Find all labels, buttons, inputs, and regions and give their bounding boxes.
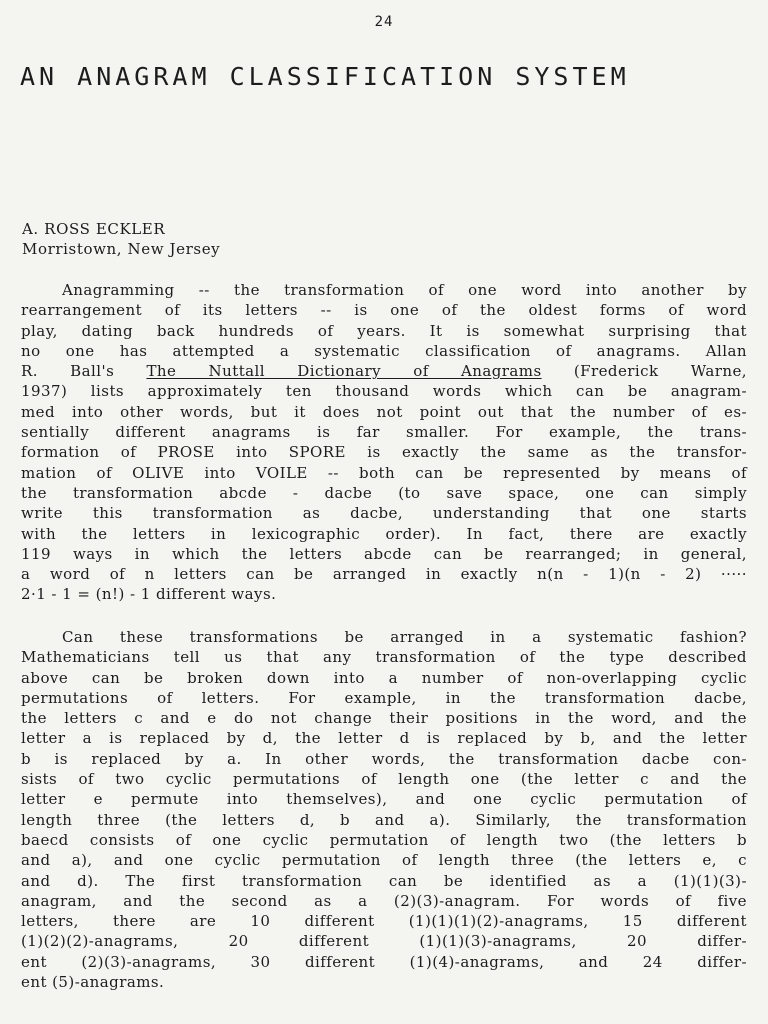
text-line: letter a is replaced by d, the letter d is replaced by b, and the letter [21,729,747,748]
paragraph-1 [21,280,747,605]
text-fragment: (Frederick Warne, [541,362,747,381]
text-line: write this transformation as dacbe, understanding that one starts [21,504,747,523]
text-line: mation of OLIVE into VOILE -- both can be represented by means of [21,463,747,482]
text-line: length three (the letters d, b and a). Similarly, the transformation [21,810,747,829]
text-line [21,361,747,381]
author-name: A. ROSS ECKLER [22,220,166,238]
text-line: and a), and one cyclic permutation of length three (the letters e, c [21,851,747,870]
text-line: no one has attempted a systematic classification of anagrams. Allan [21,341,747,360]
author-location: Morristown, New Jersey [22,240,221,258]
text-line: Can these transformations be arranged in a systematic fashion? [62,628,747,646]
text-line: b is replaced by a. In other words, the transformation dacbe con- [21,749,747,768]
text-line: Anagramming -- the transformation of one word into another by [62,281,747,299]
text-line: with the letters in lexicographic order). In fact, there are exactly [21,524,747,543]
text-line: Mathematicians tell us that any transformation of the type described [21,648,747,667]
text-line: above can be broken down into a number of non-overlapping cyclic [21,668,747,687]
text-line: and d). The first transformation can be identified as a (1)(1)(3)- [21,871,747,890]
text-line: sentially different anagrams is far smaller. For example, the trans- [21,423,747,442]
text-line: sists of two cyclic permutations of length one (the letter c and the [21,770,747,789]
text-line: 119 ways in which the letters abcde can be rearranged; in general, [21,544,747,563]
text-line: ent (2)(3)-anagrams, 30 different (1)(4)-anagrams, and 24 differ- [21,952,747,971]
text-line: 1937) lists approximately ten thousand words which can be anagram- [21,382,747,401]
text-line: (1)(2)(2)-anagrams, 20 different (1)(1)(3)-anagrams, 20 differ- [21,932,747,951]
article-title: AN ANAGRAM CLASSIFICATION SYSTEM [20,62,630,91]
book-title: The Nuttall Dictionary of Anagrams [146,362,542,381]
page-number: 24 [374,14,394,30]
text-line: the letters c and e do not change their positions in the word, and the [21,709,747,728]
text-line: the transformation abcde - dacbe (to save space, one can simply [21,483,747,502]
text-line: a word of n letters can be arranged in exactly n(n - 1)(n - 2) ····· [21,565,747,584]
text-line: play, dating back hundreds of years. It is somewhat surprising that [21,321,747,340]
text-line: letter e permute into themselves), and one cyclic permutation of [21,790,747,809]
text-line: ent (5)-anagrams. [21,973,165,992]
text-line: letters, there are 10 different (1)(1)(1)(2)-anagrams, 15 different [21,912,747,931]
paragraph-2 [21,627,747,992]
text-line: 2·1 - 1 = (n!) - 1 different ways. [21,585,277,604]
text-line: permutations of letters. For example, in the transformation dacbe, [21,688,747,707]
text-line: med into other words, but it does not point out that the number of es- [21,402,747,421]
text-line: formation of PROSE into SPORE is exactly the same as the transfor- [21,443,747,462]
text-line: anagram, and the second as a (2)(3)-anagram. For words of five [21,891,747,910]
text-fragment: R. Ball's [21,362,147,381]
byline [22,219,220,259]
text-line: rearrangement of its letters -- is one of the oldest forms of word [21,301,747,320]
text-line: baecd consists of one cyclic permutation of length two (the letters b [21,830,747,849]
